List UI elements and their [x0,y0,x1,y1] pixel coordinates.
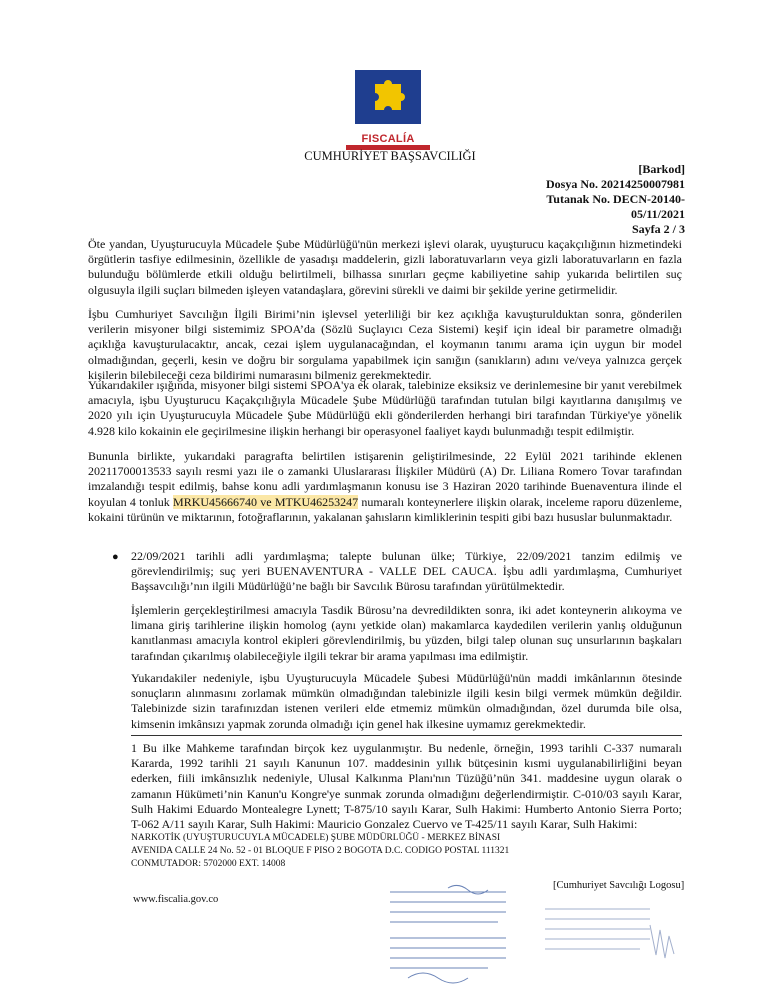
office-title: CUMHURİYET BAŞSAVCILIĞI [304,149,476,163]
document-date: 05/11/2021 [630,207,685,221]
footnote: 1 Bu ilke Mahkeme tarafından birçok kez uygulanmıştır. Bu nedenle, örneğin, 1993 tarihli C-337 numaralı Kararda, 1992 tarihli 21 sayılı Kanunun 107. maddesinin yıllık bütçesinin kısmi uygulanabilirliğini beyan ederken, fiili imkânsızlık nedeniyle, Ulusal Kalkınma Planı'nın Tüzüğü’nün 341. maddesine uygun olarak o zamanın Hükümeti’nin Kanun'u Kongre'ye sunmak zorunda olmadığını değerlendirmiştir. C-010/03 sayılı Karar, Sulh Hakimi Eduardo Montealegre Lynett; T-875/10 sayılı Karar, Sulh Hakimi: Humberto Antonio Sierra Porto; T-062 A/11 sayılı Karar, Sulh Hakimi: Mauricio Gonzalez Cuervo ve T-425/11 sayılı Karar, Sulh Hakimi: [131,741,682,832]
website-link[interactable]: www.fiscalia.gov.co [133,894,219,905]
paragraph-1: Öte yandan, Uyuşturucuyla Mücadele Şube Müdürlüğü'nün merkezi işlevi olarak, uyuşturucu kaçakçılığının hizmetindeki örgütlerin tasfiye edilmesinin, özellikle de yasadışı maddelerin, gizli laboratuvarların veya gizli laboratuvarların en fazla bulunduğu bölümlerde etkili olduğu belirtilmeli, bilhassa sınırları geçme kabiliyetine sahip yukarıda belirtilen suç olgusuyla ilgili suçları bilmeden işleyen vatandaşlara, görevini sürekli ve daimi bir şekilde yerine getirmelidir. [88,237,682,297]
barcode-placeholder: [Barkod] [638,162,685,176]
logo-wordmark: FISCALÍA [361,133,415,145]
bullet-paragraph-3: Yukarıdakiler nedeniyle, işbu Uyuşturucuyla Mücadele Şubesi Müdürlüğü'nün maddi imkânlarının ötesinde sonuçların alınmasını zorlamak mümkün olmadığından talebinizle ilgili kesin bilgi vermek mümkün değildir. Talebinizde sizin tarafınızdan istenen verileri elde etmemiz mümkün olmadığından, özel durumda bile olsa, kimsenin imkânsızı yapmak zorunda olmadığı için genel hak ilkesine uymamız gerekmektedir. [131,671,682,731]
fiscalia-logo [355,70,421,132]
bullet-marker: ● [112,551,119,563]
record-number: Tutanak No. DECN-20140- [546,192,685,206]
paragraph-4-text-b: numaralı konteynerlere ilişkin olarak, inceleme raporu düzenleme, kokaini türünün ve miktarının, fotoğraflarının, yakalanan şahısların kimliklerinin tespiti gibi bazı hususlar bulunmaktadır. [88,494,683,524]
page-number: Sayfa 2 / 3 [631,222,685,236]
bullet-paragraph-1: 22/09/2021 tarihli adli yardımlaşma; talepte bulunan ülke; Türkiye, 22/09/2021 tanzim edilmiş ve görevlendirilmiş; suç yeri BUENAVENTURA - VALLE DEL CAUCA. İşbu adli yardımlaşma, Cumhuriyet Başsavcılığı’nın ilgili Müdürlüğü’ne bağlı bir Savcılık Bürosu tarafından yürütülmektedir. [131,549,682,594]
paragraph-4 [88,449,682,525]
logo-placeholder: [Cumhuriyet Savcılığı Logosu] [553,880,685,891]
official-seal-stamp [540,895,680,965]
highlighted-container-numbers: MRKU45666740 ve MTKU46253247 [173,494,359,509]
address-line-1: NARKOTİK (UYUŞTURUCUYLA MÜCADELE) ŞUBE MÜDÜRLÜĞÜ - MERKEZ BİNASI [131,833,501,843]
paragraph-4-text-a: Bununla birlikte, yukarıdaki paragrafta belirtilen istişarenin geliştirilmesinde, 22 Eylül 2021 tarihinde eklenen 20211700013533 sayılı resmi yazı ile o zamanki Uluslararası İlişkiler Müdürü (A) Dr. Liliana Romero Tovar tarafından imzalandığı tespit edilmiş, bahse konu adli yardımlaşmanın konusu ise 3 Haziran 2020 tarihinde Buenaventura ilinde el koyulan 4 tonluk [88,449,682,509]
address-line-2: AVENIDA CALLE 24 No. 52 - 01 BLOQUE F PISO 2 BOGOTA D.C. CODIGO POSTAL 111321 [131,846,510,856]
paragraph-3: Yukarıdakiler ışığında, misyoner bilgi sistemi SPOA'ya ek olarak, talebinize eksiksiz ve derinlemesine bir yanıt verebilmek amacıyla, işbu Uyuşturucu Kaçakçılığıyla Mücadele Şube Müdürlüğü tarafından tutulan bilgi kayıtlarına danışılmış ve 2020 yılı için Uyuşturucuyla Mücadele Şube Müdürlüğü ekli gönderilerden herhangi biri tarafından Türkiye'ye yönelik 4.928 kilo kokainin ele geçirilmesine ilişkin herhangi bir operasyonel faaliyet kaydı bulunmadığı tespit edilmiştir. [88,378,682,438]
bullet-paragraph-2: İşlemlerin gerçekleştirilmesi amacıyla Tasdik Bürosu’na devredildikten sonra, iki adet konteynerin alıkoyma ve limana giriş tarihlerine ilişkin homolog (aynı yetkide olan) makamlarca kaydedilen verilerin yanlış olduğunun kanıtlanması amacıyla kontrol ekipleri görevlendirilmiş, bu yüzden, bilgi talep olunan suç unsurlarının başkaları tarafından çıkarılmış olabileceğiyle ilgili tekrar bir arama yapılması ima edilmiştir. [131,603,682,663]
file-number: Dosya No. 20214250007981 [545,177,685,191]
paragraph-2: İşbu Cumhuriyet Savcılığın İlgili Birimi’nin işlevsel yeterliliği bir kez açıklığa kavuşturulduktan sonra, gönderilen verilerin misyoner bilgi sistemimiz SPOA’da (Sözlü Suçlayıcı Ceza Sistemi) keşif için ideal bir parametre olmadığı açıklığa kavuşturulacaktır, ancak, cezai işlem uygulanacağından, el koymanın tanımı arama için uygun bir model olmadığından, geçerli, kesin ve doğru bir sorgulama yapabilmek için sanığın (sanıkların) adını ve/veya yalnızca gerçek kişilerin bilebileceği ceza bildirimi numarasını bilmeniz gerekmektedir. [88,307,682,382]
footnote-divider [131,735,682,736]
translator-stamp [388,882,508,992]
address-line-3: CONMUTADOR: 5702000 EXT. 14008 [131,859,286,869]
